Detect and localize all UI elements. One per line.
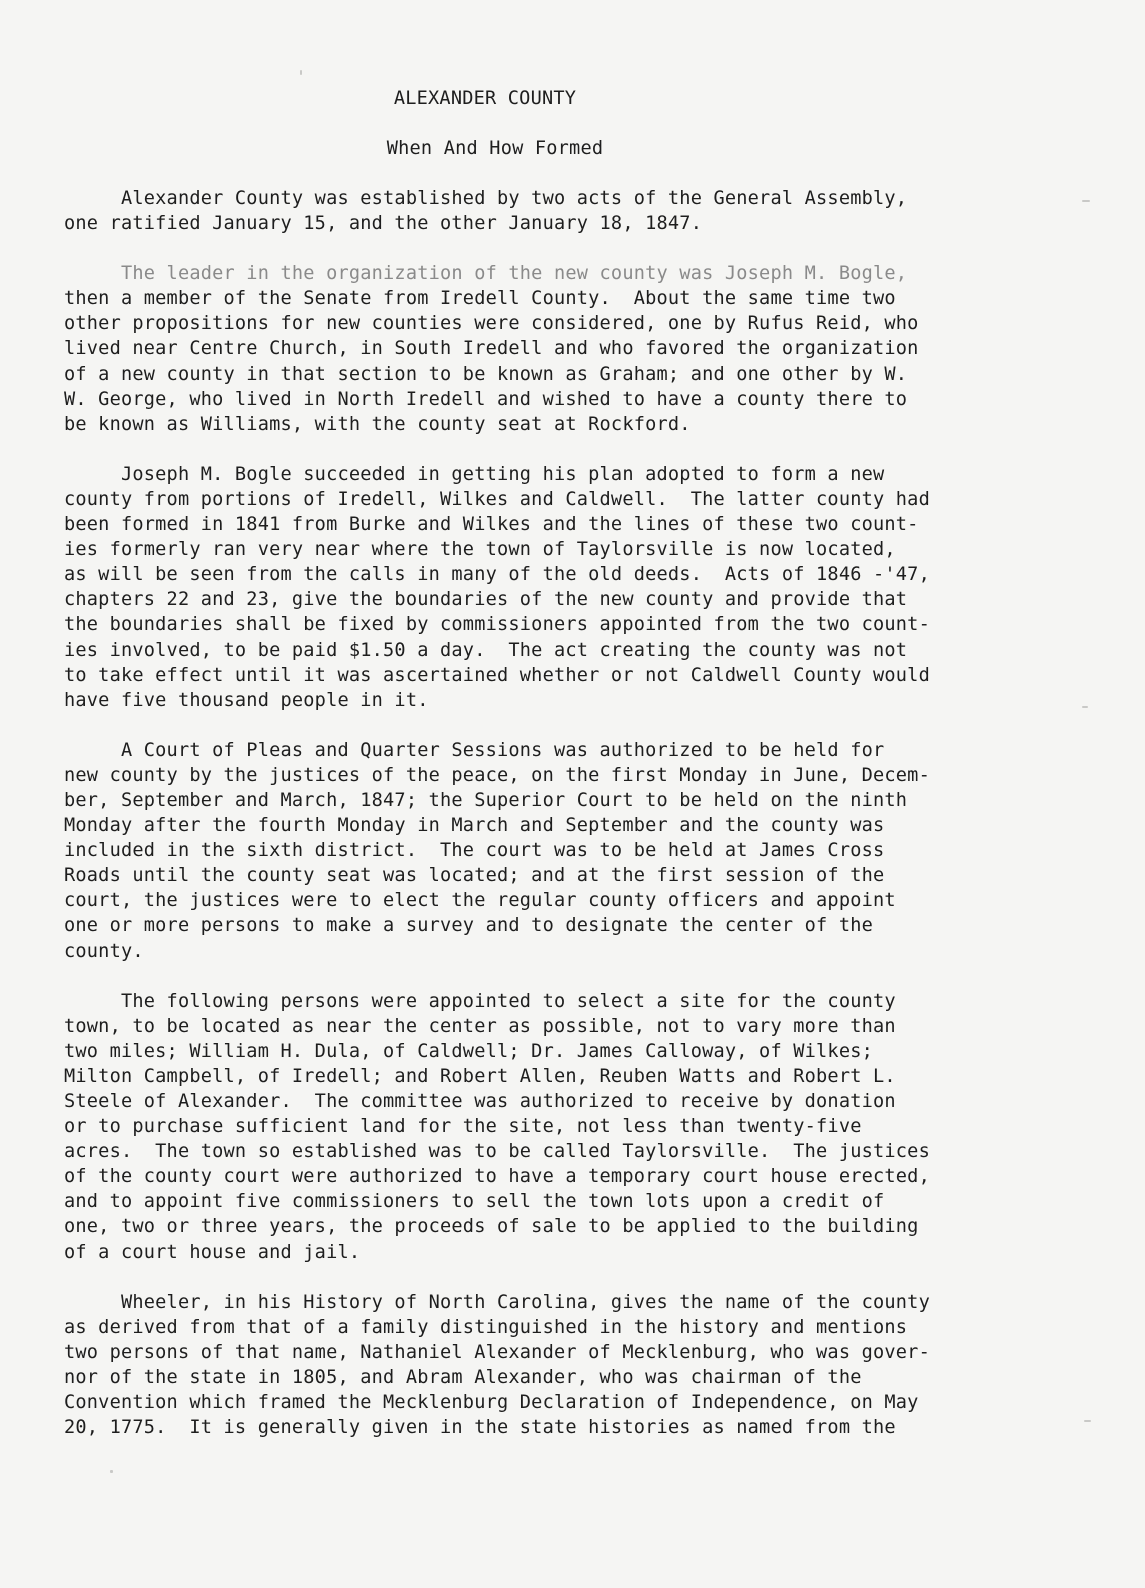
text-line: of a new county in that section to be known as Graham; and one other by W. bbox=[64, 363, 908, 385]
text-line: or to purchase sufficient land for the site, not less than twenty-five bbox=[64, 1116, 862, 1138]
paper-speck bbox=[110, 1470, 113, 1473]
text-line: of a court house and jail. bbox=[64, 1241, 361, 1263]
text-line: Wheeler, in his History of North Carolina, gives the name of the county bbox=[64, 1291, 930, 1313]
text-line: to take effect until it was ascertained whether or not Caldwell County would bbox=[64, 664, 930, 686]
paragraph-4 bbox=[64, 738, 1064, 964]
text-line: been formed in 1841 from Burke and Wilkes and the lines of these two count- bbox=[64, 514, 919, 536]
text-line: W. George, who lived in North Iredell and wished to have a county there to bbox=[64, 388, 908, 410]
document-body bbox=[64, 186, 1064, 1465]
text-line: have five thousand people in it. bbox=[64, 689, 429, 711]
paper-speck bbox=[300, 70, 302, 75]
text-line: chapters 22 and 23, give the boundaries of the new county and provide that bbox=[64, 589, 908, 611]
text-line: county. bbox=[64, 940, 144, 962]
page-title: ALEXANDER COUNTY bbox=[393, 88, 577, 109]
text-line: Milton Campbell, of Iredell; and Robert Allen, Reuben Watts and Robert L. bbox=[64, 1065, 896, 1087]
text-line: new county by the justices of the peace, on the first Monday in June, Decem- bbox=[64, 764, 930, 786]
text-line: nor of the state in 1805, and Abram Alexander, who was chairman of the bbox=[64, 1366, 862, 1388]
text-line: The leader in the organization of the new county was Joseph M. Bogle, bbox=[64, 263, 908, 285]
text-line: Convention which framed the Mecklenburg Declaration of Independence, on May bbox=[64, 1392, 919, 1414]
text-line: lived near Centre Church, in South Iredell and who favored the organization bbox=[64, 338, 919, 360]
text-line: court, the justices were to elect the regular county officers and appoint bbox=[64, 890, 896, 912]
paragraph-5 bbox=[64, 989, 1064, 1265]
text-line: included in the sixth district. The court was to be held at James Cross bbox=[64, 840, 885, 862]
text-line: of the county court were authorized to have a temporary court house erected, bbox=[64, 1166, 930, 1188]
paragraph-1 bbox=[64, 186, 1064, 236]
text-line: town, to be located as near the center as possible, not to vary more than bbox=[64, 1015, 896, 1037]
text-line: Alexander County was established by two acts of the General Assembly, bbox=[64, 188, 908, 209]
text-line: one or more persons to make a survey and to designate the center of the bbox=[64, 915, 874, 937]
text-line: one ratified January 15, and the other January 18, 1847. bbox=[64, 213, 703, 235]
text-line: Roads until the county seat was located; and at the first session of the bbox=[64, 865, 885, 887]
paragraph-2 bbox=[64, 261, 1064, 437]
text-line: ber, September and March, 1847; the Superior Court to be held on the ninth bbox=[64, 789, 908, 811]
text-line: as derived from that of a family distinguished in the history and mentions bbox=[64, 1316, 908, 1338]
paper-speck bbox=[1084, 1420, 1091, 1422]
text-line: then a member of the Senate from Iredell County. About the same time two bbox=[64, 288, 896, 310]
paper-speck bbox=[1082, 200, 1090, 202]
text-line: Joseph M. Bogle succeeded in getting his plan adopted to form a new bbox=[64, 463, 885, 485]
text-line: other propositions for new counties were considered, one by Rufus Reid, who bbox=[64, 313, 919, 335]
text-line: acres. The town so established was to be called Taylorsville. The justices bbox=[64, 1141, 930, 1163]
text-line: A Court of Pleas and Quarter Sessions was authorized to be held for bbox=[64, 739, 885, 761]
page-subtitle: When And How Formed bbox=[386, 138, 604, 159]
text-line: ies involved, to be paid $1.50 a day. The act creating the county was not bbox=[64, 639, 908, 661]
text-line: Steele of Alexander. The committee was authorized to receive by donation bbox=[64, 1091, 896, 1112]
text-line: one, two or three years, the proceeds of sale to be applied to the building bbox=[64, 1216, 919, 1238]
text-line: ies formerly ran very near where the town of Taylorsville is now located, bbox=[64, 539, 896, 561]
text-line: 20, 1775. It is generally given in the state histories as named from the bbox=[64, 1417, 896, 1439]
paragraph-3 bbox=[64, 462, 1064, 713]
text-line: two persons of that name, Nathaniel Alexander of Mecklenburg, who was gover- bbox=[64, 1341, 930, 1363]
text-line: Monday after the fourth Monday in March and September and the county was bbox=[64, 815, 885, 837]
paragraph-6 bbox=[64, 1290, 1064, 1441]
text-line: two miles; William H. Dula, of Caldwell; Dr. James Calloway, of Wilkes; bbox=[64, 1040, 874, 1062]
text-line: as will be seen from the calls in many of the old deeds. Acts of 1846 -'47, bbox=[64, 564, 930, 586]
text-line: The following persons were appointed to select a site for the county bbox=[64, 990, 896, 1012]
paper-speck bbox=[1082, 706, 1088, 708]
text-line: and to appoint five commissioners to sell the town lots upon a credit of bbox=[64, 1191, 885, 1213]
text-line: be known as Williams, with the county seat at Rockford. bbox=[64, 413, 691, 435]
text-line: the boundaries shall be fixed by commissioners appointed from the two count- bbox=[64, 614, 930, 636]
text-line: county from portions of Iredell, Wilkes and Caldwell. The latter county had bbox=[64, 488, 930, 510]
